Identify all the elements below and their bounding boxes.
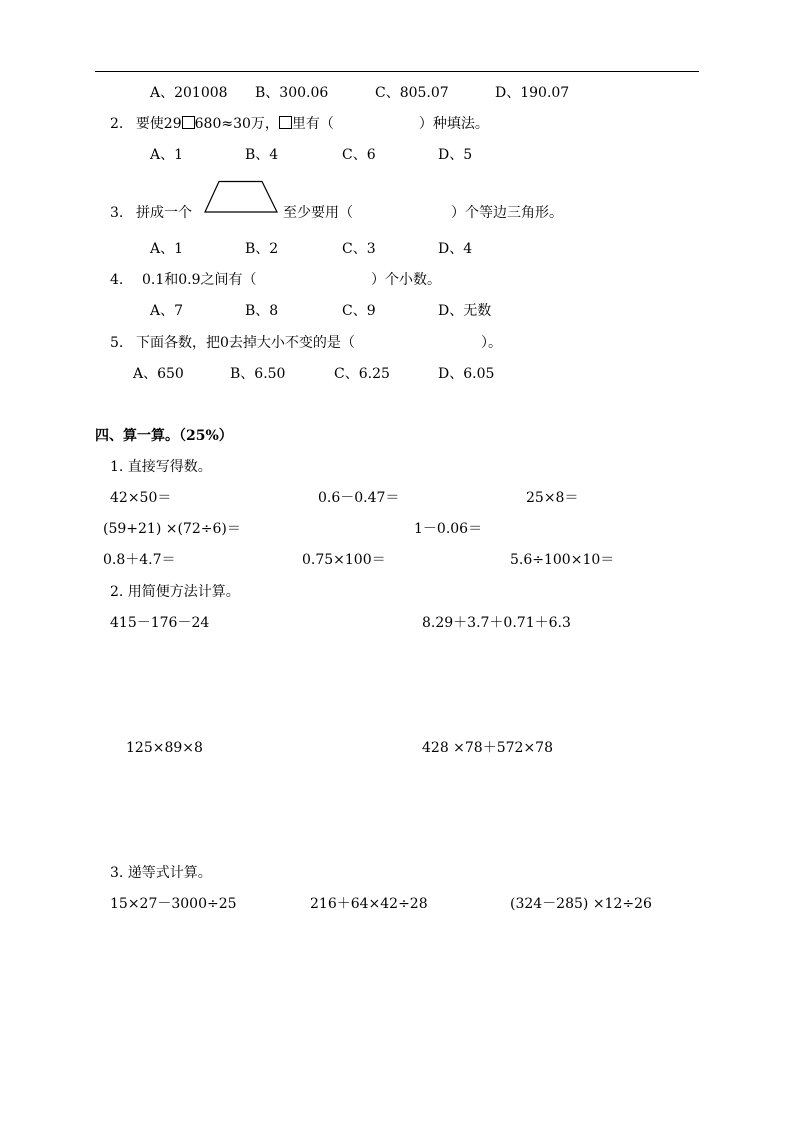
calc-item: 125×89×8 bbox=[126, 740, 203, 756]
calc-item: (59+21) ×(72÷6)＝ bbox=[103, 521, 241, 537]
option-d: D、190.07 bbox=[495, 85, 570, 101]
calc-item: 428 ×78＋572×78 bbox=[422, 740, 553, 756]
calc-item: 1－0.06＝ bbox=[414, 521, 483, 537]
option-c: C、6 bbox=[342, 147, 376, 163]
part-1-title: 1. 直接写得数。 bbox=[110, 459, 212, 475]
question-stem: 0.1和0.9之间有（ bbox=[142, 272, 257, 288]
option-b: B、4 bbox=[245, 147, 279, 163]
question-number: 5. bbox=[110, 335, 124, 351]
calc-item: 42×50＝ bbox=[110, 490, 172, 506]
option-b: B、2 bbox=[245, 241, 279, 257]
question-stem-end: ）。 bbox=[481, 335, 502, 351]
question-number: 2. bbox=[110, 116, 124, 132]
option-b: B、8 bbox=[245, 303, 279, 319]
calc-item: 25×8＝ bbox=[526, 490, 579, 506]
blank-box-icon bbox=[182, 116, 195, 129]
calc-item: 15×27－3000÷25 bbox=[110, 896, 237, 912]
calc-item: 0.8＋4.7＝ bbox=[103, 552, 176, 568]
calc-item: 5.6÷100×10＝ bbox=[510, 552, 615, 568]
calc-item: 0.75×100＝ bbox=[302, 552, 386, 568]
option-c: C、3 bbox=[342, 241, 376, 257]
calc-item: 0.6－0.47＝ bbox=[318, 490, 400, 506]
question-number: 3. bbox=[110, 205, 124, 221]
question-number: 4. bbox=[110, 272, 124, 288]
calc-item: 8.29＋3.7＋0.71＋6.3 bbox=[422, 615, 571, 631]
question-stem: 拼成一个 bbox=[136, 205, 192, 221]
question-stem: 要使29 bbox=[135, 116, 182, 132]
question-2 bbox=[110, 115, 489, 133]
option-d: D、5 bbox=[438, 147, 473, 163]
option-c: C、805.07 bbox=[375, 85, 449, 101]
calc-item: (324－285) ×12÷26 bbox=[510, 896, 652, 912]
option-c: C、6.25 bbox=[334, 366, 390, 382]
section-title: 四、算一算。（25%） bbox=[95, 428, 233, 444]
part-2-title: 2. 用简便方法计算。 bbox=[110, 584, 240, 600]
calc-item: 415－176－24 bbox=[110, 615, 210, 631]
question-stem-cont2: 里有（ bbox=[291, 116, 334, 132]
option-d: D、4 bbox=[438, 241, 473, 257]
option-d: D、无数 bbox=[438, 303, 492, 319]
option-a: A、201008 bbox=[150, 85, 228, 101]
question-stem-end: ）个小数。 bbox=[371, 272, 441, 288]
question-stem-cont: 至少要用（ bbox=[283, 205, 353, 221]
option-a: A、7 bbox=[150, 303, 184, 319]
option-a: A、1 bbox=[150, 241, 184, 257]
option-a: A、650 bbox=[133, 366, 184, 382]
question-stem-end: ）个等边三角形。 bbox=[451, 205, 563, 221]
header-rule bbox=[95, 71, 699, 72]
option-a: A、1 bbox=[150, 147, 184, 163]
question-stem: 下面各数，把0去掉大小不变的是（ bbox=[136, 335, 355, 351]
blank-box-icon bbox=[279, 116, 292, 129]
option-b: B、300.06 bbox=[255, 85, 329, 101]
part-3-title: 3. 递等式计算。 bbox=[110, 865, 212, 881]
option-c: C、9 bbox=[342, 303, 376, 319]
trapezoid-icon bbox=[203, 180, 279, 214]
question-stem-cont: 680≈30万， bbox=[194, 116, 279, 132]
calc-item: 216＋64×42÷28 bbox=[310, 896, 428, 912]
question-stem-end: ）种填法。 bbox=[418, 116, 489, 132]
option-b: B、6.50 bbox=[230, 366, 286, 382]
option-d: D、6.05 bbox=[438, 366, 495, 382]
